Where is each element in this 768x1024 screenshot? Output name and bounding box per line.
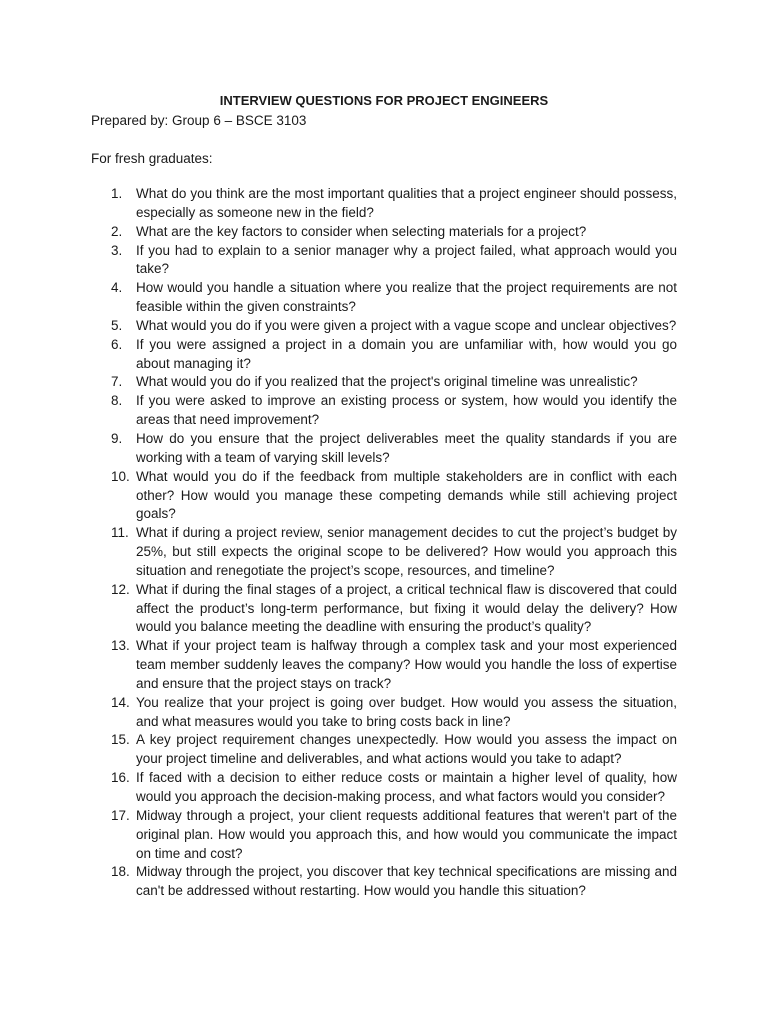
question-item xyxy=(0,731,768,769)
question-text: How would you handle a situation where you realize that the project requirements are not feasible within the given constraints? xyxy=(136,280,677,315)
question-number: 5. xyxy=(111,317,123,333)
question-item xyxy=(0,863,768,901)
questions-list xyxy=(0,185,768,901)
question-text: What if your project team is halfway through a complex task and your most experienced team member suddenly leaves the company? How would you handle the loss of expertise and ensure that the project stays on track? xyxy=(136,638,677,691)
question-number: 14. xyxy=(111,694,130,710)
question-number: 1. xyxy=(111,186,123,201)
question-number: 3. xyxy=(111,242,123,258)
question-number: 13. xyxy=(111,638,130,654)
question-text: If you were assigned a project in a domain you are unfamiliar with, how would you go about managing it? xyxy=(136,336,677,371)
question-item xyxy=(0,769,768,807)
question-item xyxy=(0,637,768,694)
question-number: 9. xyxy=(111,430,123,446)
question-item xyxy=(0,807,768,864)
prepared-by-line: Prepared by: Group 6 – BSCE 3103 xyxy=(91,113,307,128)
question-number: 10. xyxy=(111,468,130,484)
question-text: You realize that your project is going over budget. How would you assess the situation, and what measures would you take to bring costs back in line? xyxy=(136,694,677,729)
question-item xyxy=(0,524,768,581)
question-item xyxy=(0,279,768,317)
question-item xyxy=(0,392,768,430)
question-number: 6. xyxy=(111,336,123,352)
question-number: 15. xyxy=(111,732,130,748)
question-item xyxy=(0,468,768,525)
question-item xyxy=(0,430,768,468)
question-text: What would you do if you realized that the project's original timeline was unrealistic? xyxy=(136,374,638,390)
question-text: If faced with a decision to either reduce costs or maintain a higher level of quality, how would you approach the decision-making process, and what factors would you consider? xyxy=(136,770,677,804)
question-text: Midway through the project, you discover that key technical specifications are missing and can't be addressed without restarting. How would you handle this situation? xyxy=(136,864,677,899)
question-text: How do you ensure that the project deliverables meet the quality standards if you are working with a team of varying skill levels? xyxy=(136,430,677,465)
question-item xyxy=(0,223,768,242)
question-text: What would you do if the feedback from multiple stakeholders are in conflict with each other? How would you manage these competing demands while still achieving project goals? xyxy=(136,468,677,522)
question-number: 7. xyxy=(111,374,123,390)
question-text: What do you think are the most important qualities that a project engineer should possess, especially as someone new in the field? xyxy=(136,186,677,220)
question-text: What if during the final stages of a project, a critical technical flaw is discovered that could affect the product’s long-term performance, but fixing it would delay the delivery? How would you balance meeting the deadline with ensuring the product’s quality? xyxy=(136,581,677,635)
question-item xyxy=(0,694,768,732)
question-item xyxy=(0,336,768,374)
question-number: 8. xyxy=(111,393,123,409)
question-text: What if during a project review, senior management decides to cut the project’s budget by 25%, but still expects the original scope to be delivered? How would you approach this situation and renegotiate the project’s scope, resources, and timeline? xyxy=(136,525,677,578)
section-label: For fresh graduates: xyxy=(91,151,213,166)
question-text: What would you do if you were given a project with a vague scope and unclear objectives? xyxy=(136,317,677,333)
question-item xyxy=(0,185,768,223)
question-text: A key project requirement changes unexpectedly. How would you assess the impact on your project timeline and deliverables, and what actions would you take to adapt? xyxy=(136,732,677,767)
question-text: If you were asked to improve an existing process or system, how would you identify the areas that need improvement? xyxy=(136,393,677,428)
question-number: 16. xyxy=(111,770,130,786)
question-number: 18. xyxy=(111,864,130,880)
question-number: 2. xyxy=(111,223,123,239)
question-item xyxy=(0,242,768,280)
question-item xyxy=(0,317,768,336)
question-number: 12. xyxy=(111,581,130,597)
question-number: 11. xyxy=(111,525,129,541)
question-text: If you had to explain to a senior manager why a project failed, what approach would you take? xyxy=(136,242,677,277)
question-text: What are the key factors to consider when selecting materials for a project? xyxy=(136,223,587,239)
document-title: INTERVIEW QUESTIONS FOR PROJECT ENGINEERS xyxy=(219,93,549,108)
question-number: 17. xyxy=(111,807,130,823)
question-number: 4. xyxy=(111,280,123,296)
question-item xyxy=(0,373,768,392)
question-text: Midway through a project, your client requests additional features that weren't part of the original plan. How would you approach this, and how would you communicate the impact on time and cost? xyxy=(136,807,677,861)
question-item xyxy=(0,581,768,638)
